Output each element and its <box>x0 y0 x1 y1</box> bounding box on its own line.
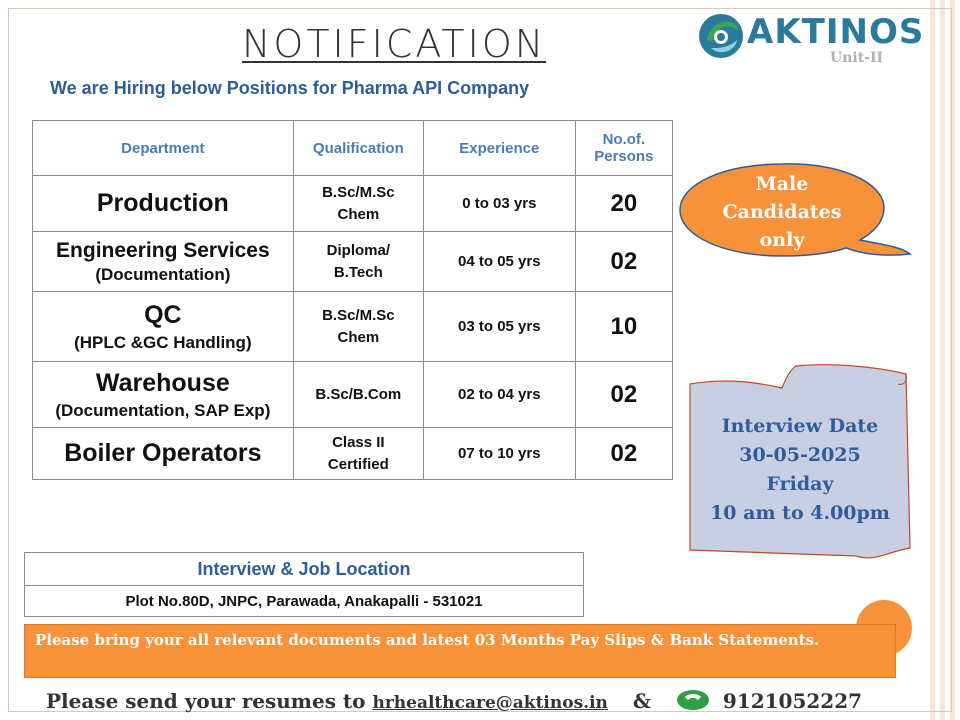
qualification-line2: Certified <box>327 455 389 473</box>
company-logo <box>697 6 925 66</box>
department-name: Engineering Services <box>56 238 270 262</box>
cell-department <box>33 292 294 362</box>
cell-department <box>33 232 294 292</box>
header-persons <box>575 121 672 176</box>
qualification-line2: Chem <box>337 205 380 223</box>
cell-persons: 02 <box>575 362 672 428</box>
footer-contact <box>46 689 862 716</box>
male-line1: Male <box>755 173 809 195</box>
cell-experience: 04 to 05 yrs <box>423 232 575 292</box>
interview-date-text <box>686 412 914 528</box>
decorative-side-stripe <box>930 0 960 720</box>
header-persons-line2: Persons <box>594 148 654 165</box>
cell-qualification: B.Sc/B.Com <box>293 362 423 428</box>
email-link[interactable]: hrhealthcare@aktinos.in <box>372 693 608 713</box>
location-heading: Interview & Job Location <box>25 553 584 586</box>
cell-experience: 03 to 05 yrs <box>423 292 575 362</box>
interview-day: Friday <box>766 473 834 495</box>
interview-line1: Interview Date <box>721 415 879 437</box>
department-name: Warehouse <box>95 369 230 398</box>
male-candidates-text <box>678 170 886 254</box>
cell-qualification <box>293 428 423 480</box>
location-table <box>24 552 584 617</box>
logo-unit-label: Unit-II <box>830 50 884 66</box>
location-address: Plot No.80D, JNPC, Parawada, Anakapalli - 531021 <box>25 586 584 617</box>
qualification-line1: Class II <box>332 433 385 451</box>
header-persons-line1: No.of. <box>602 131 646 148</box>
header-experience: Experience <box>423 121 575 176</box>
cell-experience: 07 to 10 yrs <box>423 428 575 480</box>
interview-date-callout <box>686 362 914 566</box>
header-department: Department <box>33 121 294 176</box>
table-row <box>33 176 673 232</box>
male-line3: only <box>759 229 805 251</box>
cell-qualification <box>293 232 423 292</box>
interview-time: 10 am to 4.00pm <box>710 502 890 524</box>
table-row <box>33 428 673 480</box>
male-line2: Candidates <box>722 201 842 223</box>
positions-table <box>32 120 673 480</box>
department-name: QC <box>144 301 182 330</box>
cell-persons: 02 <box>575 428 672 480</box>
qualification-line1: B.Sc/M.Sc <box>322 306 395 324</box>
department-subtitle: (Documentation) <box>95 265 231 284</box>
table-row <box>33 292 673 362</box>
cell-qualification <box>293 292 423 362</box>
qualification-line2: Chem <box>337 328 380 346</box>
male-candidates-callout <box>678 160 914 264</box>
header-qualification: Qualification <box>293 121 423 176</box>
table-row <box>33 362 673 428</box>
cell-persons: 20 <box>575 176 672 232</box>
department-name: Boiler Operators <box>64 438 262 467</box>
logo-swirl-icon <box>697 10 745 62</box>
qualification-line1: Diploma/ <box>326 241 390 259</box>
qualification-line1: B.Sc/M.Sc <box>322 183 395 201</box>
page-title: NOTIFICATION <box>242 22 547 66</box>
cell-department <box>33 428 294 480</box>
cell-persons: 10 <box>575 292 672 362</box>
phone-icon <box>676 689 710 716</box>
department-subtitle: (HPLC &GC Handling) <box>74 332 252 352</box>
table-row <box>33 232 673 292</box>
cell-department <box>33 176 294 232</box>
documents-banner <box>24 624 896 678</box>
footer-ampersand: & <box>632 689 651 713</box>
table-header-row <box>33 121 673 176</box>
page-subtitle: We are Hiring below Positions for Pharma API Company <box>50 78 530 98</box>
cell-department <box>33 362 294 428</box>
footer-prefix: Please send your resumes to <box>46 689 366 713</box>
phone-number[interactable]: 9121052227 <box>722 689 863 713</box>
department-subtitle: (Documentation, SAP Exp) <box>55 400 271 420</box>
department-name: Production <box>96 188 229 217</box>
qualification-line2: B.Tech <box>333 263 383 281</box>
cell-experience: 02 to 04 yrs <box>423 362 575 428</box>
logo-wordmark: AKTINOS <box>747 12 925 52</box>
cell-experience: 0 to 03 yrs <box>423 176 575 232</box>
documents-banner-text: Please bring your all relevant documents and latest 03 Months Pay Slips & Bank Statements. <box>35 631 820 649</box>
cell-qualification <box>293 176 423 232</box>
cell-persons: 02 <box>575 232 672 292</box>
interview-date: 30-05-2025 <box>739 444 861 466</box>
